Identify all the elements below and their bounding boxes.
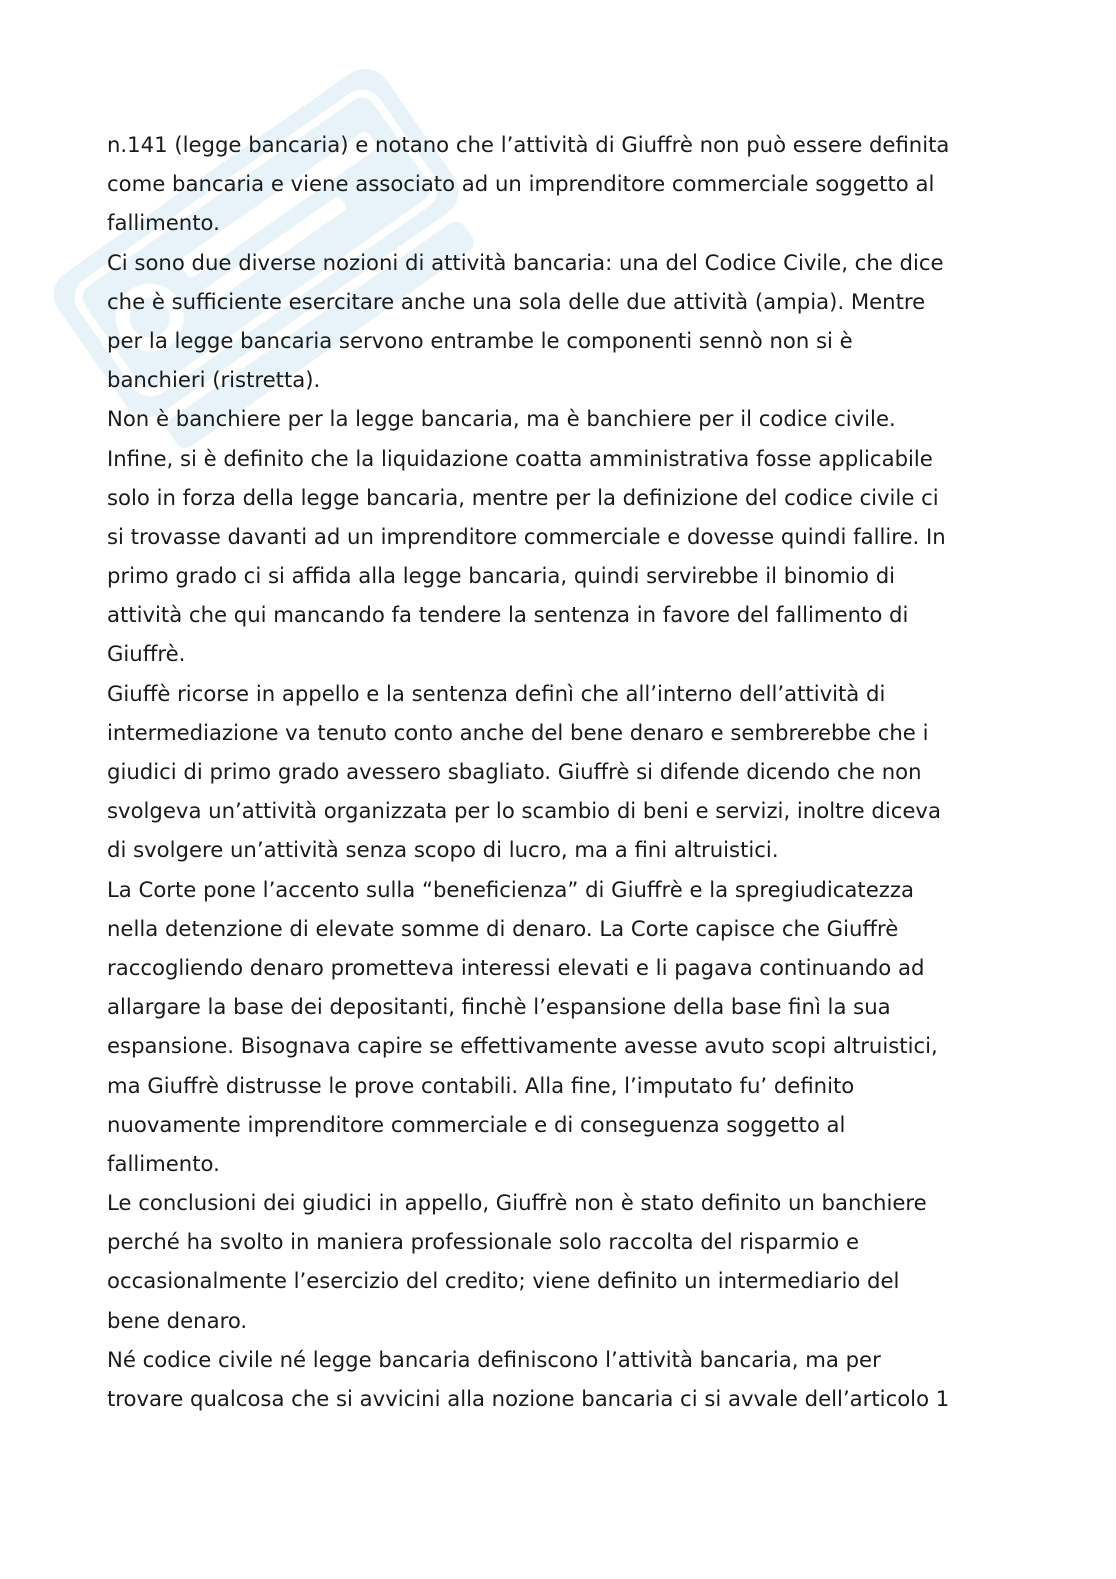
text-line: Ci sono due diverse nozioni di attività bancaria: una del Codice Civile, che dice bbox=[107, 249, 944, 275]
text-line: Non è banchiere per la legge bancaria, ma è banchiere per il codice civile. bbox=[107, 406, 896, 432]
text-line: perché ha svolto in maniera professionale solo raccolta del risparmio e bbox=[107, 1229, 859, 1255]
text-line: Infine, si è definito che la liquidazione coatta amministrativa fosse applicabile bbox=[107, 445, 933, 471]
text-line: Né codice civile né legge bancaria definiscono l’attività bancaria, ma per bbox=[107, 1346, 881, 1372]
text-line: raccogliendo denaro prometteva interessi elevati e li pagava continuando ad bbox=[107, 954, 925, 980]
text-line: nella detenzione di elevate somme di denaro. La Corte capisce che Giuffrè bbox=[107, 915, 899, 941]
text-line: n.141 (legge bancaria) e notano che l’attività di Giuffrè non può essere definita bbox=[107, 132, 950, 157]
text-line: come bancaria e viene associato ad un imprenditore commerciale soggetto al bbox=[107, 171, 935, 197]
text-line: ma Giuffrè distrusse le prove contabili. Alla fine, l’imputato fu’ definito bbox=[107, 1072, 855, 1098]
text-line: allargare la base dei depositanti, finchè l’espansione della base finì la sua bbox=[107, 994, 891, 1020]
text-line: giudici di primo grado avessero sbagliato. Giuffrè si difende dicendo che non bbox=[107, 759, 922, 784]
text-line: La Corte pone l’accento sulla “beneficienza” di Giuffrè e la spregiudicatezza bbox=[107, 876, 914, 902]
text-line: per la legge bancaria servono entrambe le componenti sennò non si è bbox=[107, 327, 853, 353]
text-line: fallimento. bbox=[107, 210, 220, 236]
text-line: fallimento. bbox=[107, 1150, 220, 1176]
text-line: Giuffrè. bbox=[107, 641, 186, 667]
text-line: nuovamente imprenditore commerciale e di conseguenza soggetto al bbox=[107, 1111, 846, 1137]
text-line: Le conclusioni dei giudici in appello, Giuffrè non è stato definito un banchiere bbox=[107, 1190, 927, 1216]
text-line: che è sufficiente esercitare anche una sola delle due attività (ampia). Mentre bbox=[107, 288, 926, 314]
text-line: solo in forza della legge bancaria, mentre per la definizione del codice civile ci bbox=[107, 484, 939, 510]
text-line: si trovasse davanti ad un imprenditore commerciale e dovesse quindi fallire. In bbox=[107, 523, 946, 549]
text-line: bene denaro. bbox=[107, 1307, 248, 1333]
text-line: espansione. Bisognava capire se effettivamente avesse avuto scopi altruistici, bbox=[107, 1033, 938, 1059]
text-line: intermediazione va tenuto conto anche del bene denaro e sembrerebbe che i bbox=[107, 719, 929, 745]
text-line: occasionalmente l’esercizio del credito; viene definito un intermediario del bbox=[107, 1268, 900, 1294]
text-line: Giuffè ricorse in appello e la sentenza definì che all’interno dell’attività di bbox=[107, 680, 886, 706]
body-text bbox=[107, 125, 1007, 1418]
text-line: svolgeva un’attività organizzata per lo scambio di beni e servizi, inoltre diceva bbox=[107, 798, 941, 824]
text-line: di svolgere un’attività senza scopo di lucro, ma a fini altruistici. bbox=[107, 837, 779, 863]
text-line: banchieri (ristretta). bbox=[107, 367, 321, 393]
text-line: attività che qui mancando fa tendere la sentenza in favore del fallimento di bbox=[107, 602, 909, 628]
text-line: primo grado ci si affida alla legge bancaria, quindi servirebbe il binomio di bbox=[107, 563, 896, 589]
text-line: trovare qualcosa che si avvicini alla nozione bancaria ci si avvale dell’articolo 1 bbox=[107, 1386, 950, 1411]
